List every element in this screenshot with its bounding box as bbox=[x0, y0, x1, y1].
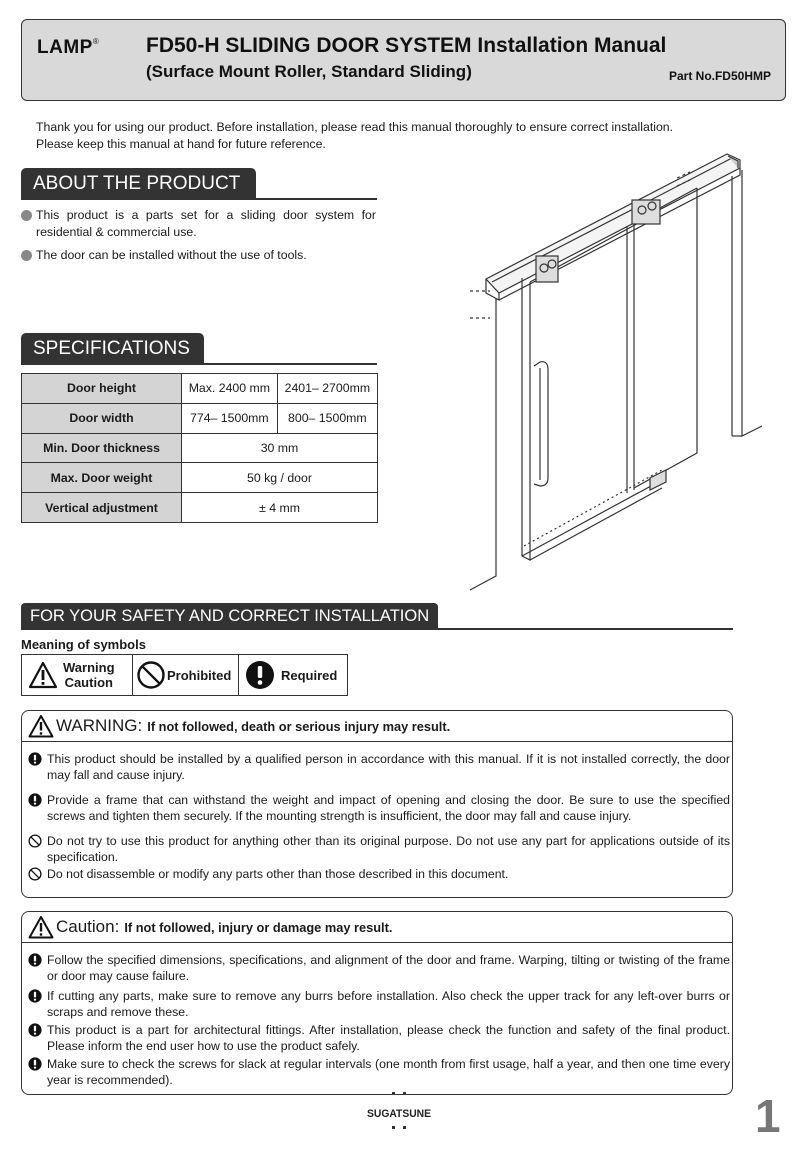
spec-value: Max. 2400 mm bbox=[182, 374, 278, 404]
required-icon bbox=[28, 1023, 42, 1037]
spec-value: 2401– 2700mm bbox=[277, 374, 377, 404]
brand-logo: LAMP® bbox=[37, 37, 100, 58]
caution-item: If cutting any parts, make sure to remove any burrs before installation. Also check the upper track for any left-over burrs or scraps and remove these. bbox=[28, 988, 730, 1021]
prohibited-icon bbox=[136, 660, 166, 690]
page-title: FD50-H SLIDING DOOR SYSTEM Installation Manual bbox=[146, 34, 667, 57]
spec-value: 800– 1500mm bbox=[277, 403, 377, 433]
specs-table bbox=[21, 373, 378, 523]
warning-box bbox=[21, 710, 733, 898]
warning-triangle-icon bbox=[28, 915, 54, 939]
door-illustration bbox=[462, 148, 762, 598]
warning-divider bbox=[22, 741, 732, 742]
spec-label: Min. Door thickness bbox=[22, 433, 182, 463]
table-row bbox=[22, 433, 378, 463]
spec-label: Max. Door weight bbox=[22, 463, 182, 493]
about-bullet: The door can be installed without the use of tools. bbox=[21, 247, 376, 264]
intro-line-2: Please keep this manual at hand for future reference. bbox=[36, 137, 326, 151]
svg-text:SUGATSUNE: SUGATSUNE bbox=[367, 1108, 431, 1120]
header-box bbox=[21, 19, 786, 101]
warning-triangle-icon bbox=[28, 661, 58, 689]
warning-title: WARNING: If not followed, death or serious injury may result. bbox=[28, 714, 450, 738]
caution-divider bbox=[22, 942, 732, 943]
intro-line-1: Thank you for using our product. Before installation, please read this manual thoroughly to ensure correct installation. bbox=[36, 120, 674, 134]
safety-heading: FOR YOUR SAFETY AND CORRECT INSTALLATION bbox=[21, 603, 438, 629]
symbol-prohibited: Prohibited bbox=[133, 655, 239, 695]
warning-item: Do not disassemble or modify any parts other than those described in this document. bbox=[28, 866, 730, 882]
required-icon bbox=[28, 989, 42, 1003]
meaning-of-symbols-label: Meaning of symbols bbox=[21, 637, 146, 652]
part-number: Part No.FD50HMP bbox=[668, 69, 771, 83]
page-number: 1 bbox=[755, 1090, 781, 1142]
warning-item: Do not try to use this product for anything other than its original purpose. Do not use any part for applications outside of its specification. bbox=[28, 833, 730, 866]
spec-value: ± 4 mm bbox=[182, 493, 378, 523]
sugatsune-logo bbox=[364, 1090, 434, 1134]
table-row bbox=[22, 463, 378, 493]
spec-value: 774– 1500mm bbox=[182, 403, 278, 433]
specs-heading: SPECIFICATIONS bbox=[21, 333, 204, 364]
table-row bbox=[22, 493, 378, 523]
about-bullet: This product is a parts set for a sliding door system for residential & commercial use. bbox=[21, 207, 376, 241]
prohibited-icon bbox=[28, 834, 42, 848]
safety-heading-rule bbox=[21, 628, 733, 630]
about-heading-rule bbox=[21, 198, 377, 200]
warning-item: This product should be installed by a qualified person in accordance with this manual. If it is not installed correctly, the door may fall and cause injury. bbox=[28, 751, 730, 784]
required-icon bbox=[28, 793, 42, 807]
caution-item: Make sure to check the screws for slack at regular intervals (one month from first usage, half a year, and then one time every year is recommended). bbox=[28, 1056, 730, 1089]
page-subtitle: (Surface Mount Roller, Standard Sliding) bbox=[146, 62, 472, 81]
spec-label: Door height bbox=[22, 374, 182, 404]
bullet-dot-icon bbox=[21, 250, 32, 261]
about-heading: ABOUT THE PRODUCT bbox=[21, 168, 256, 199]
caution-box bbox=[21, 911, 733, 1095]
specs-heading-rule bbox=[21, 363, 377, 365]
spec-value: 50 kg / door bbox=[182, 463, 378, 493]
caution-title: Caution: If not followed, injury or damage may result. bbox=[28, 915, 392, 939]
spec-value: 30 mm bbox=[182, 433, 378, 463]
table-row bbox=[22, 374, 378, 404]
symbol-required: Required bbox=[239, 655, 347, 695]
bullet-dot-icon bbox=[21, 210, 32, 221]
required-icon bbox=[28, 1057, 42, 1071]
spec-label: Door width bbox=[22, 403, 182, 433]
table-row bbox=[22, 403, 378, 433]
about-bullets bbox=[21, 207, 376, 270]
symbol-warning: Warning Caution bbox=[22, 655, 133, 695]
prohibited-icon bbox=[28, 867, 42, 881]
warning-item: Provide a frame that can withstand the weight and impact of opening and closing the door. Be sure to use the specified screws and tighten them securely. If the mounting strength is insufficient, the door may fall and cause injury. bbox=[28, 792, 730, 825]
symbols-legend bbox=[21, 654, 348, 696]
caution-item: Follow the specified dimensions, specifications, and alignment of the door and frame. Warping, tilting or twisting of the frame or door may cause failure. bbox=[28, 952, 730, 985]
caution-item: This product is a part for architectural fittings. After installation, please check the function and safety of the final product. Please inform the end user how to use the product safely. bbox=[28, 1022, 730, 1055]
required-icon bbox=[245, 660, 275, 690]
spec-label: Vertical adjustment bbox=[22, 493, 182, 523]
required-icon bbox=[28, 953, 42, 967]
required-icon bbox=[28, 752, 42, 766]
warning-triangle-icon bbox=[28, 714, 54, 738]
